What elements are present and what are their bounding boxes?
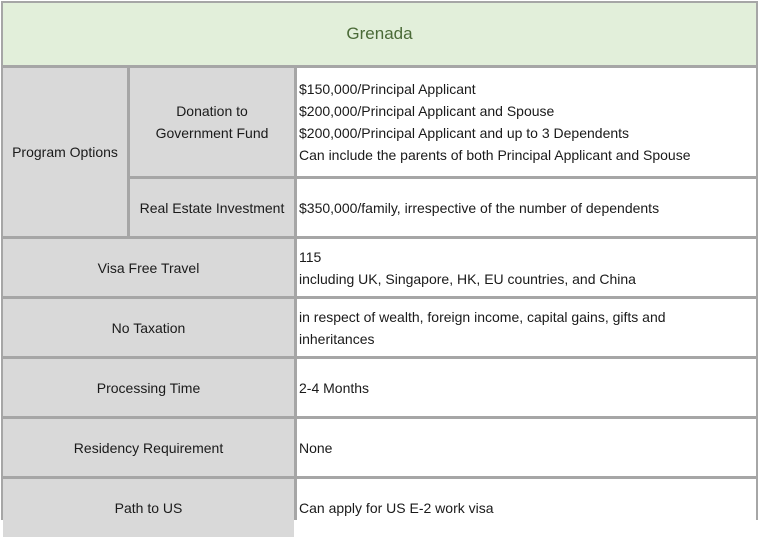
donation-label xyxy=(130,68,294,176)
donation-line: $200,000/Principal Applicant and up to 3 Dependents xyxy=(299,125,630,141)
visa-free-count: 115 xyxy=(299,248,322,265)
residency-line: None xyxy=(299,439,333,456)
taxation-value xyxy=(297,299,756,356)
donation-line: $200,000/Principal Applicant and Spouse xyxy=(299,103,555,119)
taxation-line: in respect of wealth, foreign income, capital gains, gifts and xyxy=(299,308,666,325)
residency-value xyxy=(297,419,756,476)
real-estate-label: Real Estate Investment xyxy=(130,179,294,236)
donation-label-line: Donation to xyxy=(176,103,248,119)
donation-label-line: Government Fund xyxy=(155,125,269,141)
donation-line: Can include the parents of both Principal Applicant and Spouse xyxy=(299,147,691,163)
table-title: Grenada xyxy=(3,3,756,65)
processing-label: Processing Time xyxy=(3,359,294,416)
visa-free-label: Visa Free Travel xyxy=(3,239,294,296)
taxation-line: inheritances xyxy=(299,330,375,347)
path-us-value xyxy=(297,479,756,537)
donation-value xyxy=(297,68,756,176)
path-us-label: Path to US xyxy=(3,479,294,537)
processing-line: 2-4 Months xyxy=(299,379,370,396)
visa-free-detail: including UK, Singapore, HK, EU countries, and China xyxy=(299,270,636,287)
processing-value xyxy=(297,359,756,416)
real-estate-line: $350,000/family, irrespective of the number of dependents xyxy=(299,199,660,216)
donation-line: $150,000/Principal Applicant xyxy=(299,81,476,97)
visa-free-value xyxy=(297,239,756,296)
residency-label: Residency Requirement xyxy=(3,419,294,476)
real-estate-value xyxy=(297,179,756,236)
path-us-line: Can apply for US E-2 work visa xyxy=(299,500,494,516)
grenada-table xyxy=(1,1,758,520)
program-options-label: Program Options xyxy=(3,68,127,236)
taxation-label: No Taxation xyxy=(3,299,294,356)
